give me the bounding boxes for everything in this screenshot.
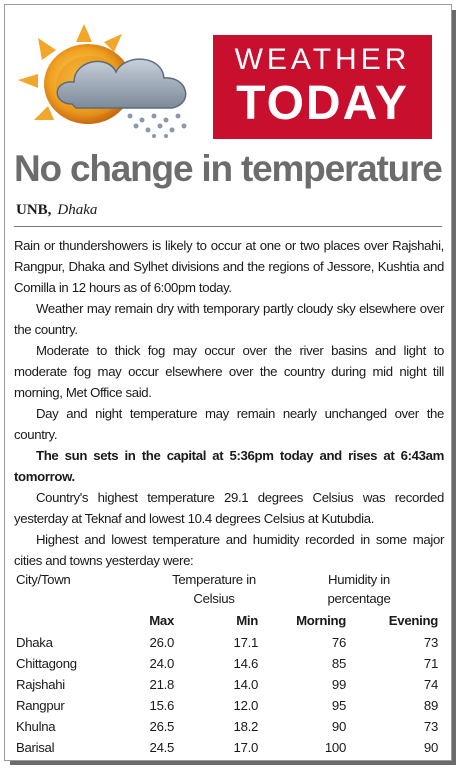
- header-humidity-line1: Humidity in: [328, 572, 390, 587]
- cell-evening: 90: [423, 740, 438, 755]
- cell-morning: 95: [331, 698, 346, 713]
- table-subheader: [14, 610, 444, 632]
- cell-morning: 100: [324, 740, 346, 755]
- table-row: [14, 695, 444, 716]
- table-row: [14, 632, 444, 653]
- cell-morning: 76: [331, 635, 346, 650]
- header-temperature-line2: Celsius: [193, 591, 235, 606]
- cell-min: 14.6: [233, 656, 258, 671]
- article-body: [14, 235, 444, 571]
- table-header: [14, 570, 444, 610]
- weather-table: [14, 570, 444, 758]
- cell-morning: 85: [331, 656, 346, 671]
- cell-evening: 73: [423, 719, 438, 734]
- cell-evening: 71: [423, 656, 438, 671]
- cell-max: 24.5: [149, 740, 174, 755]
- cell-max: 21.8: [149, 677, 174, 692]
- subheader-morning: Morning: [296, 613, 346, 628]
- weather-today-badge: [213, 35, 432, 139]
- table-row: [14, 716, 444, 737]
- cell-evening: 89: [423, 698, 438, 713]
- subheader-max: Max: [149, 613, 174, 628]
- badge-line-weather: WEATHER: [234, 43, 411, 76]
- cell-city: Barisal: [16, 740, 55, 755]
- cell-city: Khulna: [16, 719, 56, 734]
- weather-sun-cloud-icon: [12, 20, 212, 140]
- cell-morning: 99: [331, 677, 346, 692]
- cell-city: Chittagong: [16, 656, 77, 671]
- table-row: [14, 653, 444, 674]
- header-humidity: [314, 570, 404, 608]
- paragraph: Rain or thundershowers is likely to occur at one or two places over Rajshahi, Rangpur, Dhaka and Sylhet divisions and the regions of Jessore, Kushtia and Comilla in 12 hours as of 6:00pm today.: [14, 238, 444, 295]
- byline-city: Dhaka: [57, 202, 98, 218]
- paragraph: Country's highest temperature 29.1 degrees Celsius was recorded yesterday at Teknaf and lowest 10.4 degrees Celsius at Kutubdia.: [14, 490, 444, 526]
- cell-city: Rajshahi: [16, 677, 65, 692]
- subheader-min: Min: [236, 613, 258, 628]
- cell-evening: 73: [423, 635, 438, 650]
- divider: [14, 226, 442, 227]
- headline: No change in temperature: [14, 148, 442, 189]
- paragraph: Highest and lowest temperature and humidity recorded in some major cities and towns yesterday were:: [14, 532, 444, 568]
- cell-min: 12.0: [233, 698, 258, 713]
- header-humidity-line2: percentage: [327, 591, 391, 606]
- badge-line-today: TODAY: [236, 77, 409, 130]
- byline-agency: UNB,: [16, 202, 52, 218]
- cell-evening: 74: [423, 677, 438, 692]
- table-row: [14, 674, 444, 695]
- cell-max: 15.6: [149, 698, 174, 713]
- cell-min: 18.2: [233, 719, 258, 734]
- subheader-evening: Evening: [388, 613, 438, 628]
- paragraph-sun-times: The sun sets in the capital at 5:36pm today and rises at 6:43am tomorrow.: [14, 448, 444, 484]
- cell-max: 26.0: [149, 635, 174, 650]
- cell-min: 17.0: [233, 740, 258, 755]
- header-city: City/Town: [16, 572, 71, 587]
- cell-max: 24.0: [149, 656, 174, 671]
- cell-max: 26.5: [149, 719, 174, 734]
- paragraph: Day and night temperature may remain nearly unchanged over the country.: [14, 406, 444, 442]
- byline: [16, 202, 97, 219]
- header-temperature: [154, 570, 274, 608]
- cell-city: Rangpur: [16, 698, 65, 713]
- cell-city: Dhaka: [16, 635, 53, 650]
- paragraph: Weather may remain dry with temporary partly cloudy sky elsewhere over the country.: [14, 301, 444, 337]
- paragraph: Moderate to thick fog may occur over the river basins and light to moderate fog may occur elsewhere over the country during mid night till morning, Met Office said.: [14, 343, 444, 400]
- table-row: [14, 737, 444, 758]
- header-temperature-line1: Temperature in: [172, 572, 256, 587]
- cell-morning: 90: [331, 719, 346, 734]
- cell-min: 17.1: [233, 635, 258, 650]
- cell-min: 14.0: [233, 677, 258, 692]
